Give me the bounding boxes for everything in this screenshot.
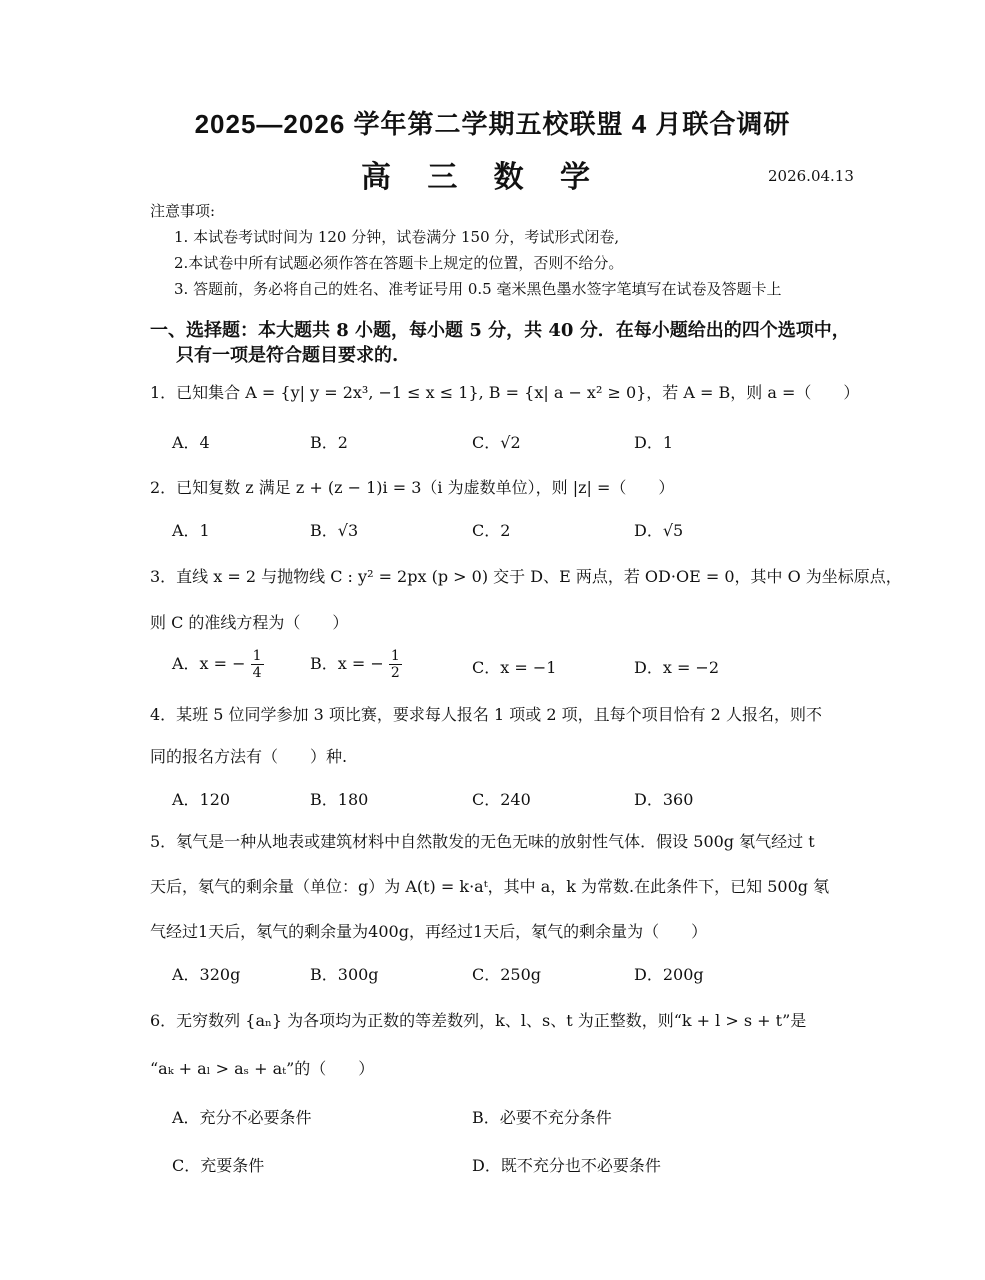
- q2-option-d: D．√5: [634, 521, 684, 540]
- q4-option-a: A．120: [172, 790, 231, 809]
- q3-option-a: [172, 648, 264, 681]
- q5-option-b: B．300g: [310, 965, 379, 984]
- q1-option-c: C．√2: [472, 433, 521, 452]
- q1-option-d: D．1: [634, 433, 674, 452]
- question-2-stem: 2．已知复数 z 满足 z + (z − 1)i = 3（i 为虚数单位），则 |z| =（ ）: [150, 478, 675, 497]
- q6-option-c: C．充要条件: [172, 1156, 265, 1175]
- q1-option-a: A．4: [172, 433, 210, 452]
- q3-option-b: [310, 648, 402, 681]
- section-heading: [150, 318, 870, 368]
- q2-option-a: A．1: [172, 521, 210, 540]
- question-5-stem: 5．氡气是一种从地表或建筑材料中自然散发的无色无味的放射性气体．假设 500g 氡气经过 t: [150, 832, 815, 851]
- q6-option-d: D．既不充分也不必要条件: [472, 1156, 661, 1175]
- question-5-stem-3: 气经过1天后，氡气的剩余量为400g，再经过1天后，氡气的剩余量为（ ）: [150, 922, 708, 941]
- exam-date: 2026.04.13: [768, 167, 854, 185]
- q3-option-a-prefix: A．x = −: [172, 654, 246, 673]
- q6-option-a: A．充分不必要条件: [172, 1108, 312, 1127]
- question-3-stem-2: 则 C 的准线方程为（ ）: [150, 613, 349, 632]
- question-4-stem: 4．某班 5 位同学参加 3 项比赛，要求每人报名 1 项或 2 项，且每个项目恰有 2 人报名，则不: [150, 705, 822, 724]
- section-heading-line1: 一、选择题：本大题共 8 小题，每小题 5 分，共 40 分．在每小题给出的四个选项中，: [150, 320, 850, 341]
- question-3-stem: 3．直线 x = 2 与抛物线 C : y² = 2px (p > 0) 交于 D、E 两点，若 OD·OE = 0，其中 O 为坐标原点，: [150, 567, 902, 586]
- q5-option-c: C．250g: [472, 965, 542, 984]
- q4-option-d: D．360: [634, 790, 694, 809]
- exam-subject: 高 三 数 学: [360, 161, 604, 194]
- question-1-stem: 1．已知集合 A = {y| y = 2x³, −1 ≤ x ≤ 1}, B = {x| a − x² ≥ 0}，若 A = B，则 a =（ ）: [150, 383, 860, 402]
- question-5-stem-2: 天后，氡气的剩余量（单位：g）为 A(t) = k·aᵗ，其中 a，k 为常数.在此条件下，已知 500g 氡: [150, 877, 830, 896]
- exam-title: 2025—2026 学年第二学期五校联盟 4 月联合调研: [194, 109, 791, 139]
- q1-option-b: B．2: [310, 433, 348, 452]
- section-heading-line2: 只有一项是符合题目要求的.: [176, 345, 399, 366]
- q2-option-b: B．√3: [310, 521, 359, 540]
- fraction-numerator: 1: [390, 648, 400, 664]
- q5-option-a: A．320g: [172, 965, 241, 984]
- q5-option-d: D．200g: [634, 965, 704, 984]
- q2-option-c: C．2: [472, 521, 511, 540]
- q3-option-c: C．x = −1: [472, 658, 557, 677]
- question-6-stem-2: “aₖ + aₗ > aₛ + aₜ”的（ ）: [150, 1059, 375, 1078]
- fraction-denominator: 4: [252, 665, 262, 681]
- fraction-numerator: 1: [252, 648, 262, 664]
- notice-item: 3. 答题前，务必将自己的姓名、准考证号用 0.5 毫米黑色墨水签字笔填写在试卷及答题卡上: [174, 280, 782, 298]
- notice-heading: 注意事项:: [150, 202, 216, 220]
- notice-item: 2.本试卷中所有试题必须作答在答题卡上规定的位置，否则不给分。: [174, 254, 624, 272]
- fraction: [389, 648, 402, 681]
- q4-option-b: B．180: [310, 790, 369, 809]
- q3-option-d: D．x = −2: [634, 658, 720, 677]
- question-6-stem: 6．无穷数列 {aₙ} 为各项均为正数的等差数列，k、l、s、t 为正整数，则“k + l > s + t”是: [150, 1011, 807, 1030]
- fraction-denominator: 2: [390, 665, 400, 681]
- q4-option-c: C．240: [472, 790, 531, 809]
- question-4-stem-2: 同的报名方法有（ ）种.: [150, 747, 348, 766]
- notice-item: 1. 本试卷考试时间为 120 分钟，试卷满分 150 分，考试形式闭卷,: [174, 228, 620, 246]
- q6-option-b: B．必要不充分条件: [472, 1108, 612, 1127]
- q3-option-b-prefix: B．x = −: [310, 654, 384, 673]
- fraction: [251, 648, 264, 681]
